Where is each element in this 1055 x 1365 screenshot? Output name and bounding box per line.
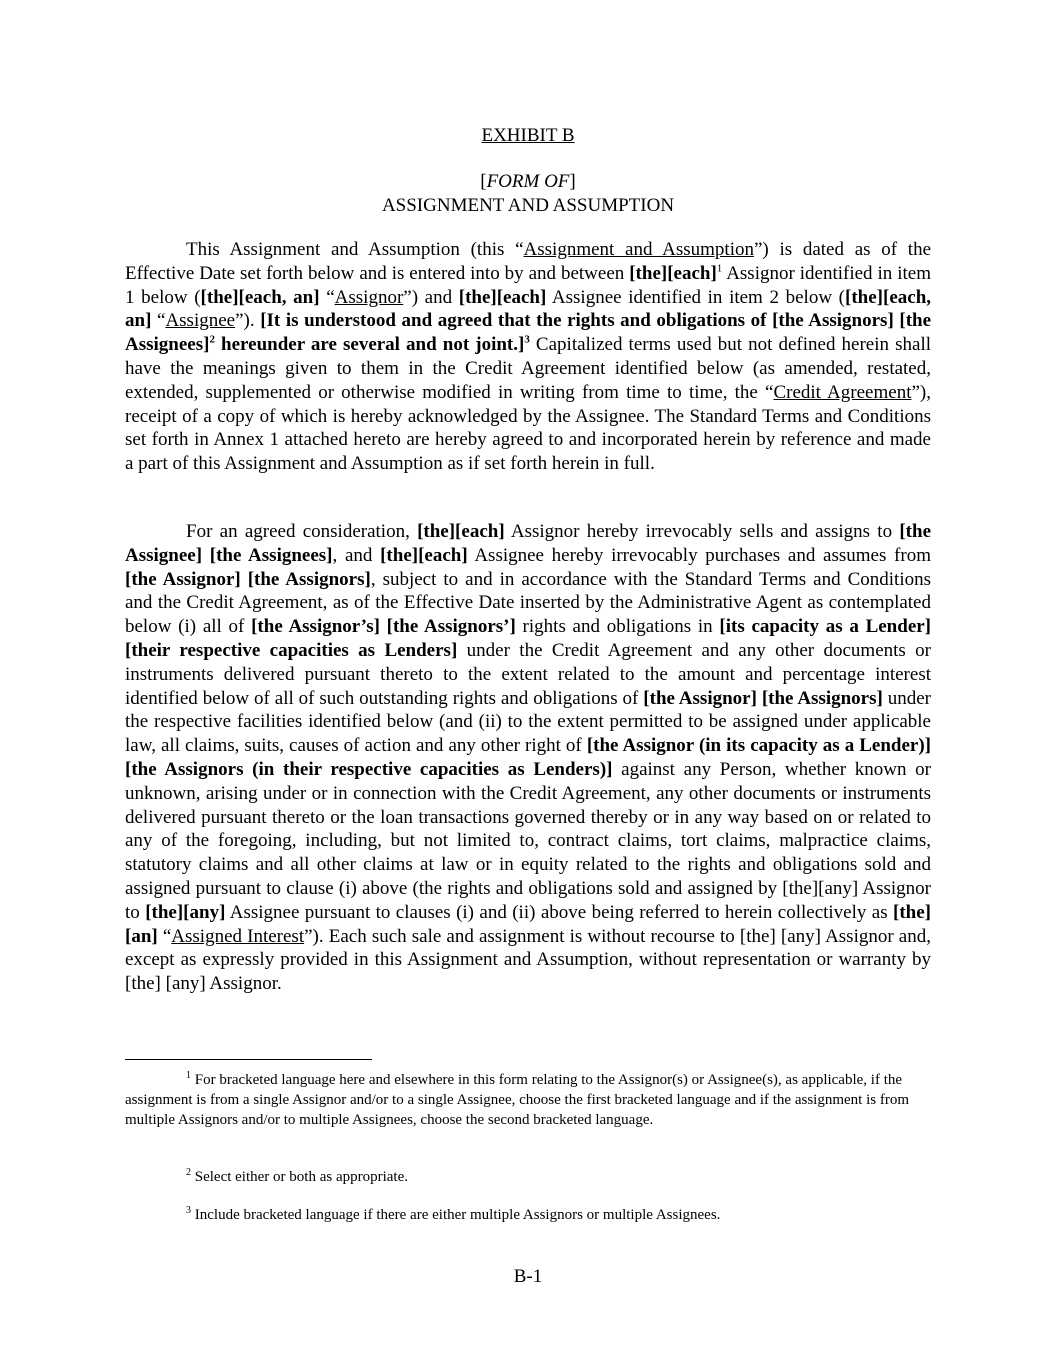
footnote-ref-2: 2 [209, 333, 215, 346]
footnote-divider [125, 1059, 372, 1060]
footnote-ref-3: 3 [524, 333, 530, 346]
document-title: ASSIGNMENT AND ASSUMPTION [381, 195, 675, 216]
exhibit-label: EXHIBIT B [481, 125, 575, 146]
form-of-label: [FORM OF] [480, 171, 576, 192]
footnote-1: $^1$ For bracketed language here and elsewhere in this form relating to the Assignor(s) or Assignee(s), as applicable, if the assignment is from a single Assignor and/or to a single Assignee, choose the first bracketed language and if the assignment is from multiple Assignors and/or to multiple Assignees, choose the second bracketed language. [125, 1070, 909, 1128]
consideration-paragraph: For an agreed consideration, [the][each] Assignor hereby irrevocably sells and assigns to [the Assignee] [the Assignees], and [the][each] Assignee hereby irrevocably purchases and assumes from [the Assignor] [the Assignors], subject to and in accordance with the Standard Terms and Conditions and the Credit Agreement, as of the Effective Date inserted by the Administrative Agent as contemplated below (i) all of [the Assignor’s] [the Assignors’] rights and obligations in [its capacity as a Lender] [their respective capacities as Lenders] under the Credit Agreement and any other documents or instruments delivered pursuant thereto to the extent related to the amount and percentage interest identified below of all of such outstanding rights and obligations of [the Assignor] [the Assignors] under the respective facilities identified below (and (ii) to the extent permitted to be assigned under applicable law, all claims, suits, causes of action and any other right of [the Assignor (in its capacity as a Lender)] [the Assignors (in their respective capacities as Lenders)] against any Person, whether known or unknown, arising under or in connection with the Credit Agreement, any other documents or instruments delivered pursuant thereto or the loan transactions governed thereby or in any way based on or related to any of the foregoing, including, but not limited to, contract claims, tort claims, malpractice claims, statutory claims and all other claims at law or in equity related to the rights and obligations sold and assigned pursuant to clause (i) above (the rights and obligations sold and assigned by [the][any] Assignor to [the][any] Assignee pursuant to clauses (i) and (ii) above being referred to herein collectively as [the] [an] “Assigned Interest”). Each such sale and assignment is without recourse to [the] [any] Assignor and, except as expressly provided in this Assignment and Assumption, without representation or warranty by [the] [any] Assignor. [125, 521, 932, 995]
footnote-ref-1: 1 [716, 262, 723, 275]
page-number: B-1 [513, 1266, 543, 1287]
intro-paragraph: This Assignment and Assumption (this “Assignment and Assumption”) is dated as of the Effective Date set forth below and is entered into by and between [the][each]$^1$ Assignor identified in item 1 below ([the][each, an] “Assignor”) and [the][each] Assignee identified in item 2 below ([the][each, an] “Assignee”). [It is understood and agreed that the rights and obligations of [the Assignors] [the Assignees]$^2$ hereunder are several and not joint.]$^3$ Capitalized terms used but not defined herein shall have the meanings given to them in the Credit Agreement identified below (as amended, restated, extended, supplemented or otherwise modified in writing from time to time, the “Credit Agreement”), receipt of a copy of which is hereby acknowledged by the Assignee. The Standard Terms and Conditions set forth in Annex 1 attached hereto are hereby agreed to and incorporated herein by reference and made a part of this Assignment and Assumption as if set forth herein in full. [125, 239, 932, 475]
footnote-2: $^2$ Select either or both as appropriate. [186, 1167, 409, 1185]
footnote-3: $^3$ Include bracketed language if there are either multiple Assignors or multiple Assignees. [186, 1205, 721, 1223]
